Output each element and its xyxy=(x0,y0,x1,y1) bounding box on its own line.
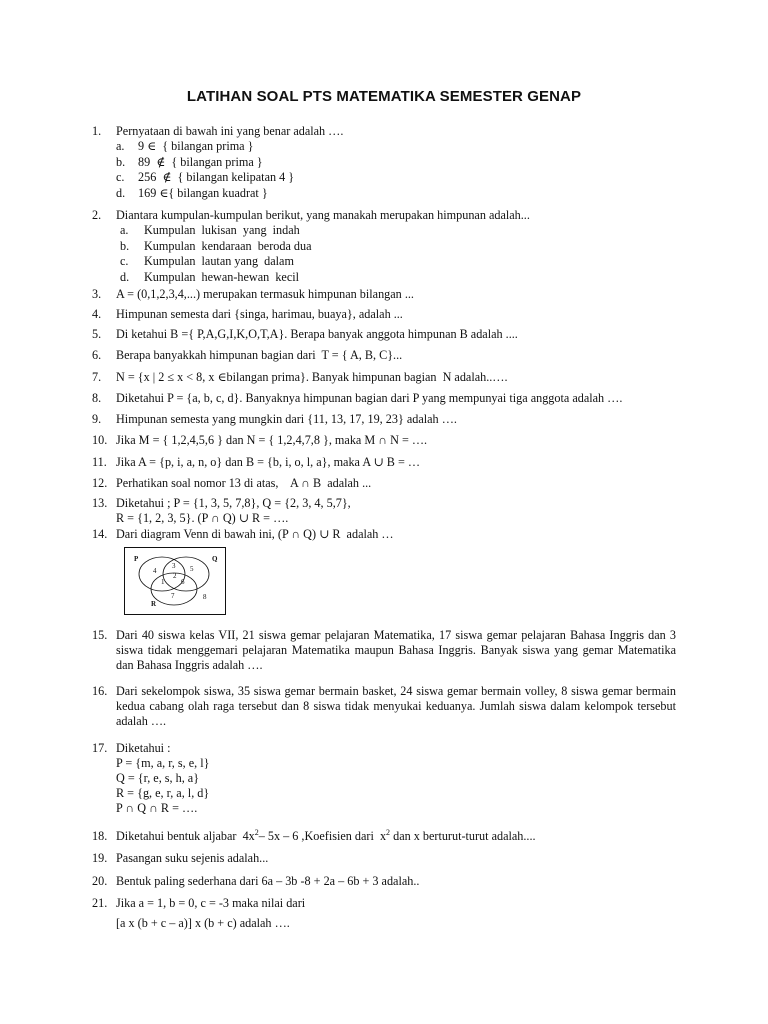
option-d: d. Kumpulan hewan-hewan kecil xyxy=(120,269,299,284)
question-text: Dari diagram Venn di bawah ini, (P ∩ Q) ∪ R adalah … xyxy=(116,527,394,541)
venn-circle-q xyxy=(163,557,209,591)
question-text-line-4: R = {g, e, r, a, l, d} xyxy=(116,786,210,800)
venn-label-p: P xyxy=(134,555,139,563)
question-number: 2. xyxy=(92,208,102,222)
question-7 xyxy=(92,370,676,385)
option-b: b. Kumpulan kendaraan beroda dua xyxy=(120,238,312,253)
question-text: Pasangan suku sejenis adalah... xyxy=(116,851,269,865)
option-c: c. Kumpulan lautan yang dalam xyxy=(120,254,294,269)
question-text-line-2: R = {1, 2, 3, 5}. (P ∩ Q) ∪ R = …. xyxy=(116,511,289,525)
question-number: 5. xyxy=(92,327,102,341)
question-text: Perhatikan soal nomor 13 di atas, A ∩ B adalah ... xyxy=(116,476,372,490)
venn-universe-box xyxy=(125,548,226,615)
question-5 xyxy=(92,327,676,342)
question-21 xyxy=(92,896,676,931)
option-a: a. Kumpulan lukisan yang indah xyxy=(120,223,300,237)
option-b: b. 89 ∉ { bilangan prima } xyxy=(116,154,263,169)
question-19 xyxy=(92,851,676,866)
question-text: Diantara kumpulan-kumpulan berikut, yang manakah merupakan himpunan adalah... xyxy=(116,208,530,222)
question-number: 18. xyxy=(92,829,108,843)
venn-label-q: Q xyxy=(212,555,218,563)
question-number: 21. xyxy=(92,896,108,910)
question-text: Di ketahui B ={ P,A,G,I,K,O,T,A}. Berapa banyak anggota himpunan B adalah .... xyxy=(116,327,518,341)
question-number: 10. xyxy=(92,433,108,447)
question-1 xyxy=(92,124,676,201)
question-9 xyxy=(92,412,676,427)
question-17 xyxy=(92,741,676,816)
question-text-line-2: [a x (b + c – a)] x (b + c) adalah …. xyxy=(116,916,290,930)
question-text: Himpunan semesta dari {singa, harimau, buaya}, adalah ... xyxy=(116,307,403,321)
question-number: 11. xyxy=(92,455,107,469)
question-number: 3. xyxy=(92,287,102,301)
question-6 xyxy=(92,348,676,363)
question-number: 4. xyxy=(92,307,102,321)
venn-number: 4 xyxy=(153,567,157,575)
question-number: 14. xyxy=(92,527,108,541)
venn-number: 8 xyxy=(203,593,207,601)
question-text: Jika M = { 1,2,4,5,6 } dan N = { 1,2,4,7,8 }, maka M ∩ N = …. xyxy=(116,433,428,447)
option-a: a. 9 ∈ { bilangan prima } xyxy=(116,139,254,153)
question-18 xyxy=(92,829,676,844)
question-11 xyxy=(92,455,676,470)
question-text: Pernyataan di bawah ini yang benar adalah …. xyxy=(116,124,344,138)
question-number: 15. xyxy=(92,628,108,642)
venn-number: 5 xyxy=(190,565,194,573)
question-number: 8. xyxy=(92,391,102,405)
question-text: Jika A = {p, i, a, n, o} dan B = {b, i, o, l, a}, maka A ∪ B = … xyxy=(116,455,421,469)
question-text-line-5: P ∩ Q ∩ R = …. xyxy=(116,801,198,815)
question-13 xyxy=(92,496,676,526)
question-number: 6. xyxy=(92,348,102,362)
question-number: 16. xyxy=(92,684,108,698)
question-text-line-3: Q = {r, e, s, h, a} xyxy=(116,771,200,785)
question-text-line-1: Diketahui ; P = {1, 3, 5, 7,8}, Q = {2, 3, 4, 5,7}, xyxy=(116,496,351,510)
question-number: 20. xyxy=(92,874,108,888)
option-c: c. 256 ∉ { bilangan kelipatan 4 } xyxy=(116,170,295,185)
question-10 xyxy=(92,433,676,448)
question-text: Himpunan semesta yang mungkin dari {11, 13, 17, 19, 23} adalah …. xyxy=(116,412,457,426)
venn-number: 2 xyxy=(173,572,177,580)
venn-number: 3 xyxy=(172,562,176,570)
question-text: N = {x | 2 ≤ x < 8, x ∈bilangan prima}. Banyak himpunan bagian N adalah..…. xyxy=(116,370,508,384)
question-number: 12. xyxy=(92,476,108,490)
question-2 xyxy=(92,208,676,285)
question-8 xyxy=(92,391,676,406)
question-text-line-1: Diketahui : xyxy=(116,741,171,755)
question-text: Berapa banyakkah himpunan bagian dari T = { A, B, C}... xyxy=(116,348,403,362)
question-number: 7. xyxy=(92,370,102,384)
question-14 xyxy=(92,527,676,542)
question-text: Dari 40 siswa kelas VII, 21 siswa gemar pelajaran Matematika, 17 siswa gemar pelajaran Bahasa Inggris dan 3 siswa tidak menggemari pelajaran Matematika maupun Bahasa Inggris. Banyak siswa yang gemar Matematika dan Bahasa Inggris adalah …. xyxy=(116,628,676,672)
question-16 xyxy=(92,684,676,729)
option-d: d. 169 ∈{ bilangan kuadrat } xyxy=(116,185,268,200)
question-number: 19. xyxy=(92,851,108,865)
question-number: 13. xyxy=(92,496,108,510)
question-number: 1. xyxy=(92,124,102,138)
venn-number: 1 xyxy=(161,578,165,586)
question-3 xyxy=(92,287,676,302)
question-text: Diketahui bentuk aljabar $4x^2-$ 5x – 6 ,Koefisien dari $x^2$ dan x berturut-turut adalah.... xyxy=(116,828,536,843)
venn-number: 6 xyxy=(181,578,185,586)
question-number: 9. xyxy=(92,412,102,426)
question-12 xyxy=(92,476,676,491)
question-text: Diketahui P = {a, b, c, d}. Banyaknya himpunan bagian dari P yang mempunyai tiga anggota adalah …. xyxy=(116,391,623,405)
page-title: LATIHAN SOAL PTS MATEMATIKA SEMESTER GENAP xyxy=(186,88,582,105)
venn-label-r: R xyxy=(151,600,157,608)
question-text: A = (0,1,2,3,4,...) merupakan termasuk himpunan bilangan ... xyxy=(116,287,414,301)
venn-diagram xyxy=(124,547,226,615)
question-4 xyxy=(92,307,676,322)
question-20 xyxy=(92,874,676,889)
question-text-line-1: Jika a = 1, b = 0, c = -3 maka nilai dari xyxy=(116,896,306,910)
venn-number: 7 xyxy=(171,592,175,600)
question-15 xyxy=(92,628,676,673)
question-text-line-2: P = {m, a, r, s, e, l} xyxy=(116,756,210,770)
question-text: Bentuk paling sederhana dari 6a – 3b -8 + 2a – 6b + 3 adalah.. xyxy=(116,874,420,888)
question-text: Dari sekelompok siswa, 35 siswa gemar bermain basket, 24 siswa gemar bermain volley, 8 siswa gemar bermain kedua cabang olah raga tersebut dan 8 siswa tidak menyukai keduanya. Jumlah siswa dalam kelompok tersebut adalah …. xyxy=(116,684,676,728)
question-number: 17. xyxy=(92,741,108,755)
